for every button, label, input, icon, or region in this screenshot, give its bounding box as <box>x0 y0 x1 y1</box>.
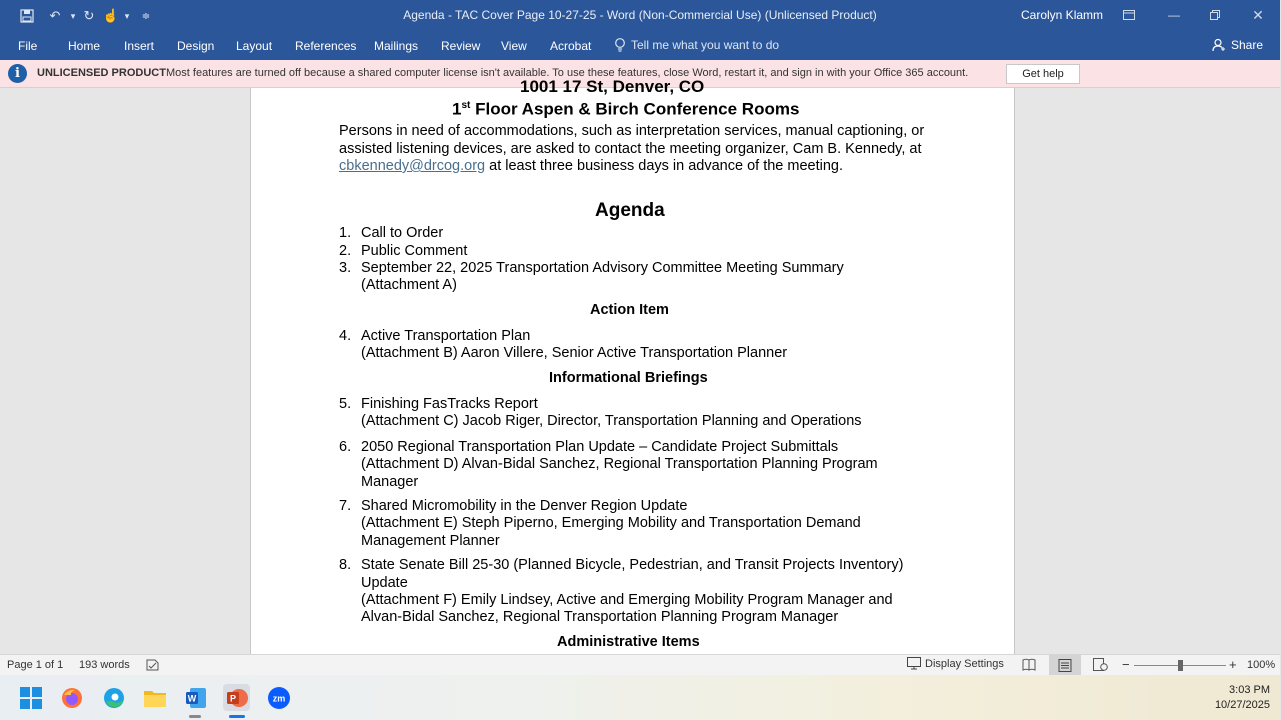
share-label: Share <box>1231 38 1264 52</box>
item-number: 8. <box>339 557 352 573</box>
powerpoint-app[interactable] <box>223 684 250 711</box>
ribbon-display-options-icon[interactable] <box>1106 0 1152 30</box>
item-attachment: (Attachment B) Aaron Villere, Senior Active Transportation Planner <box>361 345 788 361</box>
zoom-icon <box>267 686 291 710</box>
svg-text:zm: zm <box>272 693 285 703</box>
lightbulb-icon <box>614 38 626 52</box>
word-count[interactable]: 193 words <box>79 659 130 671</box>
share-person-icon <box>1212 38 1226 52</box>
web-layout-icon[interactable] <box>1093 658 1108 674</box>
item-attachment: (Attachment C) Jacob Riger, Director, Transportation Planning and Operations <box>361 413 862 429</box>
item-title: Active Transportation Plan <box>361 328 531 344</box>
word-running-indicator <box>189 715 201 718</box>
tab-mailings[interactable]: Mailings <box>374 39 419 53</box>
undo-icon[interactable]: ↶ <box>49 8 61 23</box>
message-text: Most features are turned off because a shared computer license isn't available. To use these features, close Word, restart it, and sign in with your Office 365 account. <box>166 67 969 79</box>
monitor-icon <box>907 657 921 670</box>
svg-text:W: W <box>187 693 196 703</box>
touch-dropdown-icon[interactable]: ▾ <box>124 10 130 21</box>
item-title-cont: Update <box>361 575 408 591</box>
share-button[interactable] <box>1212 38 1263 52</box>
redo-icon[interactable]: ↻ <box>83 8 95 23</box>
item-title: 2050 Regional Transportation Plan Update – Candidate Project Submittals <box>361 439 839 455</box>
zoom-in-button[interactable]: + <box>1229 657 1237 672</box>
item-number: 6. <box>339 439 352 455</box>
tab-view[interactable]: View <box>501 39 527 53</box>
close-icon[interactable]: ✕ <box>1252 6 1264 23</box>
folder-icon <box>143 688 167 708</box>
zoom-level[interactable]: 100% <box>1247 659 1276 671</box>
floor-number: 1 <box>452 99 462 119</box>
customize-toolbar-icon[interactable]: ≑ <box>141 10 151 22</box>
document-workspace[interactable] <box>0 77 1280 654</box>
item-attachment: (Attachment D) Alvan-Bidal Sanchez, Regional Transportation Planning Program <box>361 456 878 472</box>
display-settings-button[interactable] <box>907 657 1004 670</box>
ribbon-tabs <box>0 32 1280 60</box>
item-number: 5. <box>339 396 352 412</box>
organizer-email-link[interactable]: cbkennedy@drcog.org <box>339 158 486 174</box>
item-title: State Senate Bill 25-30 (Planned Bicycle, Pedestrian, and Transit Projects Inventory) <box>361 557 904 573</box>
page-count[interactable]: Page 1 of 1 <box>7 659 64 671</box>
start-button[interactable] <box>17 684 44 711</box>
accommodations-paragraph <box>339 123 929 176</box>
tell-me-text: Tell me what you want to do <box>631 38 780 52</box>
firefox-icon <box>60 686 84 710</box>
clock-time: 3:03 PM <box>1229 684 1270 696</box>
minimize-icon[interactable]: — <box>1168 8 1180 22</box>
undo-dropdown-icon[interactable]: ▾ <box>70 10 76 21</box>
status-bar <box>0 654 1280 676</box>
item-number: 4. <box>339 328 352 344</box>
zoom-out-button[interactable]: − <box>1122 657 1130 672</box>
zoom-slider-thumb[interactable] <box>1178 660 1183 671</box>
word-app[interactable] <box>182 684 209 711</box>
message-title: UNLICENSED PRODUCT <box>37 67 166 79</box>
windows-logo-icon <box>20 687 42 709</box>
user-name[interactable]: Carolyn Klamm <box>1021 8 1104 22</box>
window-title: Agenda - TAC Cover Page 10-27-25 - Word (Non-Commercial Use) (Unlicensed Product) <box>403 8 877 22</box>
save-icon[interactable] <box>18 7 36 25</box>
item-attachment: (Attachment A) <box>361 277 457 293</box>
svg-text:P: P <box>229 693 236 703</box>
item-title: Call to Order <box>361 225 444 241</box>
section-action-item: Action Item <box>590 302 669 318</box>
item-attachment-cont: Management Planner <box>361 533 500 549</box>
location-heading <box>452 97 799 118</box>
agenda-heading: Agenda <box>595 200 665 221</box>
tab-acrobat[interactable]: Acrobat <box>550 39 592 53</box>
item-number: 7. <box>339 498 352 514</box>
restore-icon[interactable] <box>1192 0 1238 30</box>
info-icon: i <box>8 64 27 83</box>
floor-ordinal: st <box>461 100 471 111</box>
tell-me-search[interactable] <box>614 38 779 52</box>
item-title: Public Comment <box>361 243 468 259</box>
print-layout-icon[interactable] <box>1049 655 1081 675</box>
item-title: Finishing FasTracks Report <box>361 396 538 412</box>
get-help-button[interactable]: Get help <box>1006 64 1080 84</box>
powerpoint-active-indicator <box>229 715 245 718</box>
address-heading: 1001 17 St, Denver, CO <box>520 77 705 96</box>
tab-insert[interactable]: Insert <box>124 39 155 53</box>
clock-date: 10/27/2025 <box>1214 699 1270 711</box>
item-attachment-cont: Alvan-Bidal Sanchez, Regional Transportation Planning Program Manager <box>361 609 839 625</box>
read-mode-icon[interactable] <box>1022 658 1036 674</box>
powerpoint-icon <box>225 686 249 710</box>
touch-mode-icon[interactable]: ☝ <box>102 8 120 23</box>
item-attachment: (Attachment F) Emily Lindsey, Active and Emerging Mobility Program Manager and <box>361 592 893 608</box>
tab-references[interactable]: References <box>295 39 357 53</box>
zoom-app[interactable] <box>265 684 292 711</box>
tab-review[interactable]: Review <box>441 39 481 53</box>
system-clock[interactable] <box>1215 683 1270 713</box>
item-attachment: (Attachment E) Steph Piperno, Emerging Mobility and Transportation Demand <box>361 515 861 531</box>
para-text-before: Persons in need of accommodations, such as interpretation services, manual captioning, or assisted listening devices, are asked to contact the meeting organizer, Cam B. Kennedy, at <box>339 123 925 157</box>
proofing-icon[interactable] <box>146 659 159 674</box>
floor-rooms: Floor Aspen & Birch Conference Rooms <box>470 99 800 119</box>
item-number: 2. <box>339 243 352 259</box>
item-title: Shared Micromobility in the Denver Region Update <box>361 498 688 514</box>
item-number: 1. <box>339 225 352 241</box>
item-title: September 22, 2025 Transportation Advisory Committee Meeting Summary <box>361 260 844 276</box>
item-attachment-cont: Manager <box>361 474 419 490</box>
windows-taskbar <box>0 675 1280 720</box>
edge-icon <box>102 686 126 710</box>
display-settings-label: Display Settings <box>925 657 1004 670</box>
title-bar <box>0 0 1280 32</box>
tab-home[interactable]: Home <box>68 39 101 53</box>
edge-app[interactable] <box>100 684 127 711</box>
section-informational-briefings: Informational Briefings <box>549 370 708 386</box>
para-text-after: at least three business days in advance of the meeting. <box>485 158 844 174</box>
tab-design[interactable]: Design <box>177 39 215 53</box>
firefox-app[interactable] <box>58 684 85 711</box>
word-icon <box>184 686 208 710</box>
item-number: 3. <box>339 260 352 276</box>
tab-file[interactable]: File <box>18 39 38 53</box>
tab-layout[interactable]: Layout <box>236 39 273 53</box>
file-explorer-app[interactable] <box>141 684 168 711</box>
section-administrative-items: Administrative Items <box>557 634 700 650</box>
